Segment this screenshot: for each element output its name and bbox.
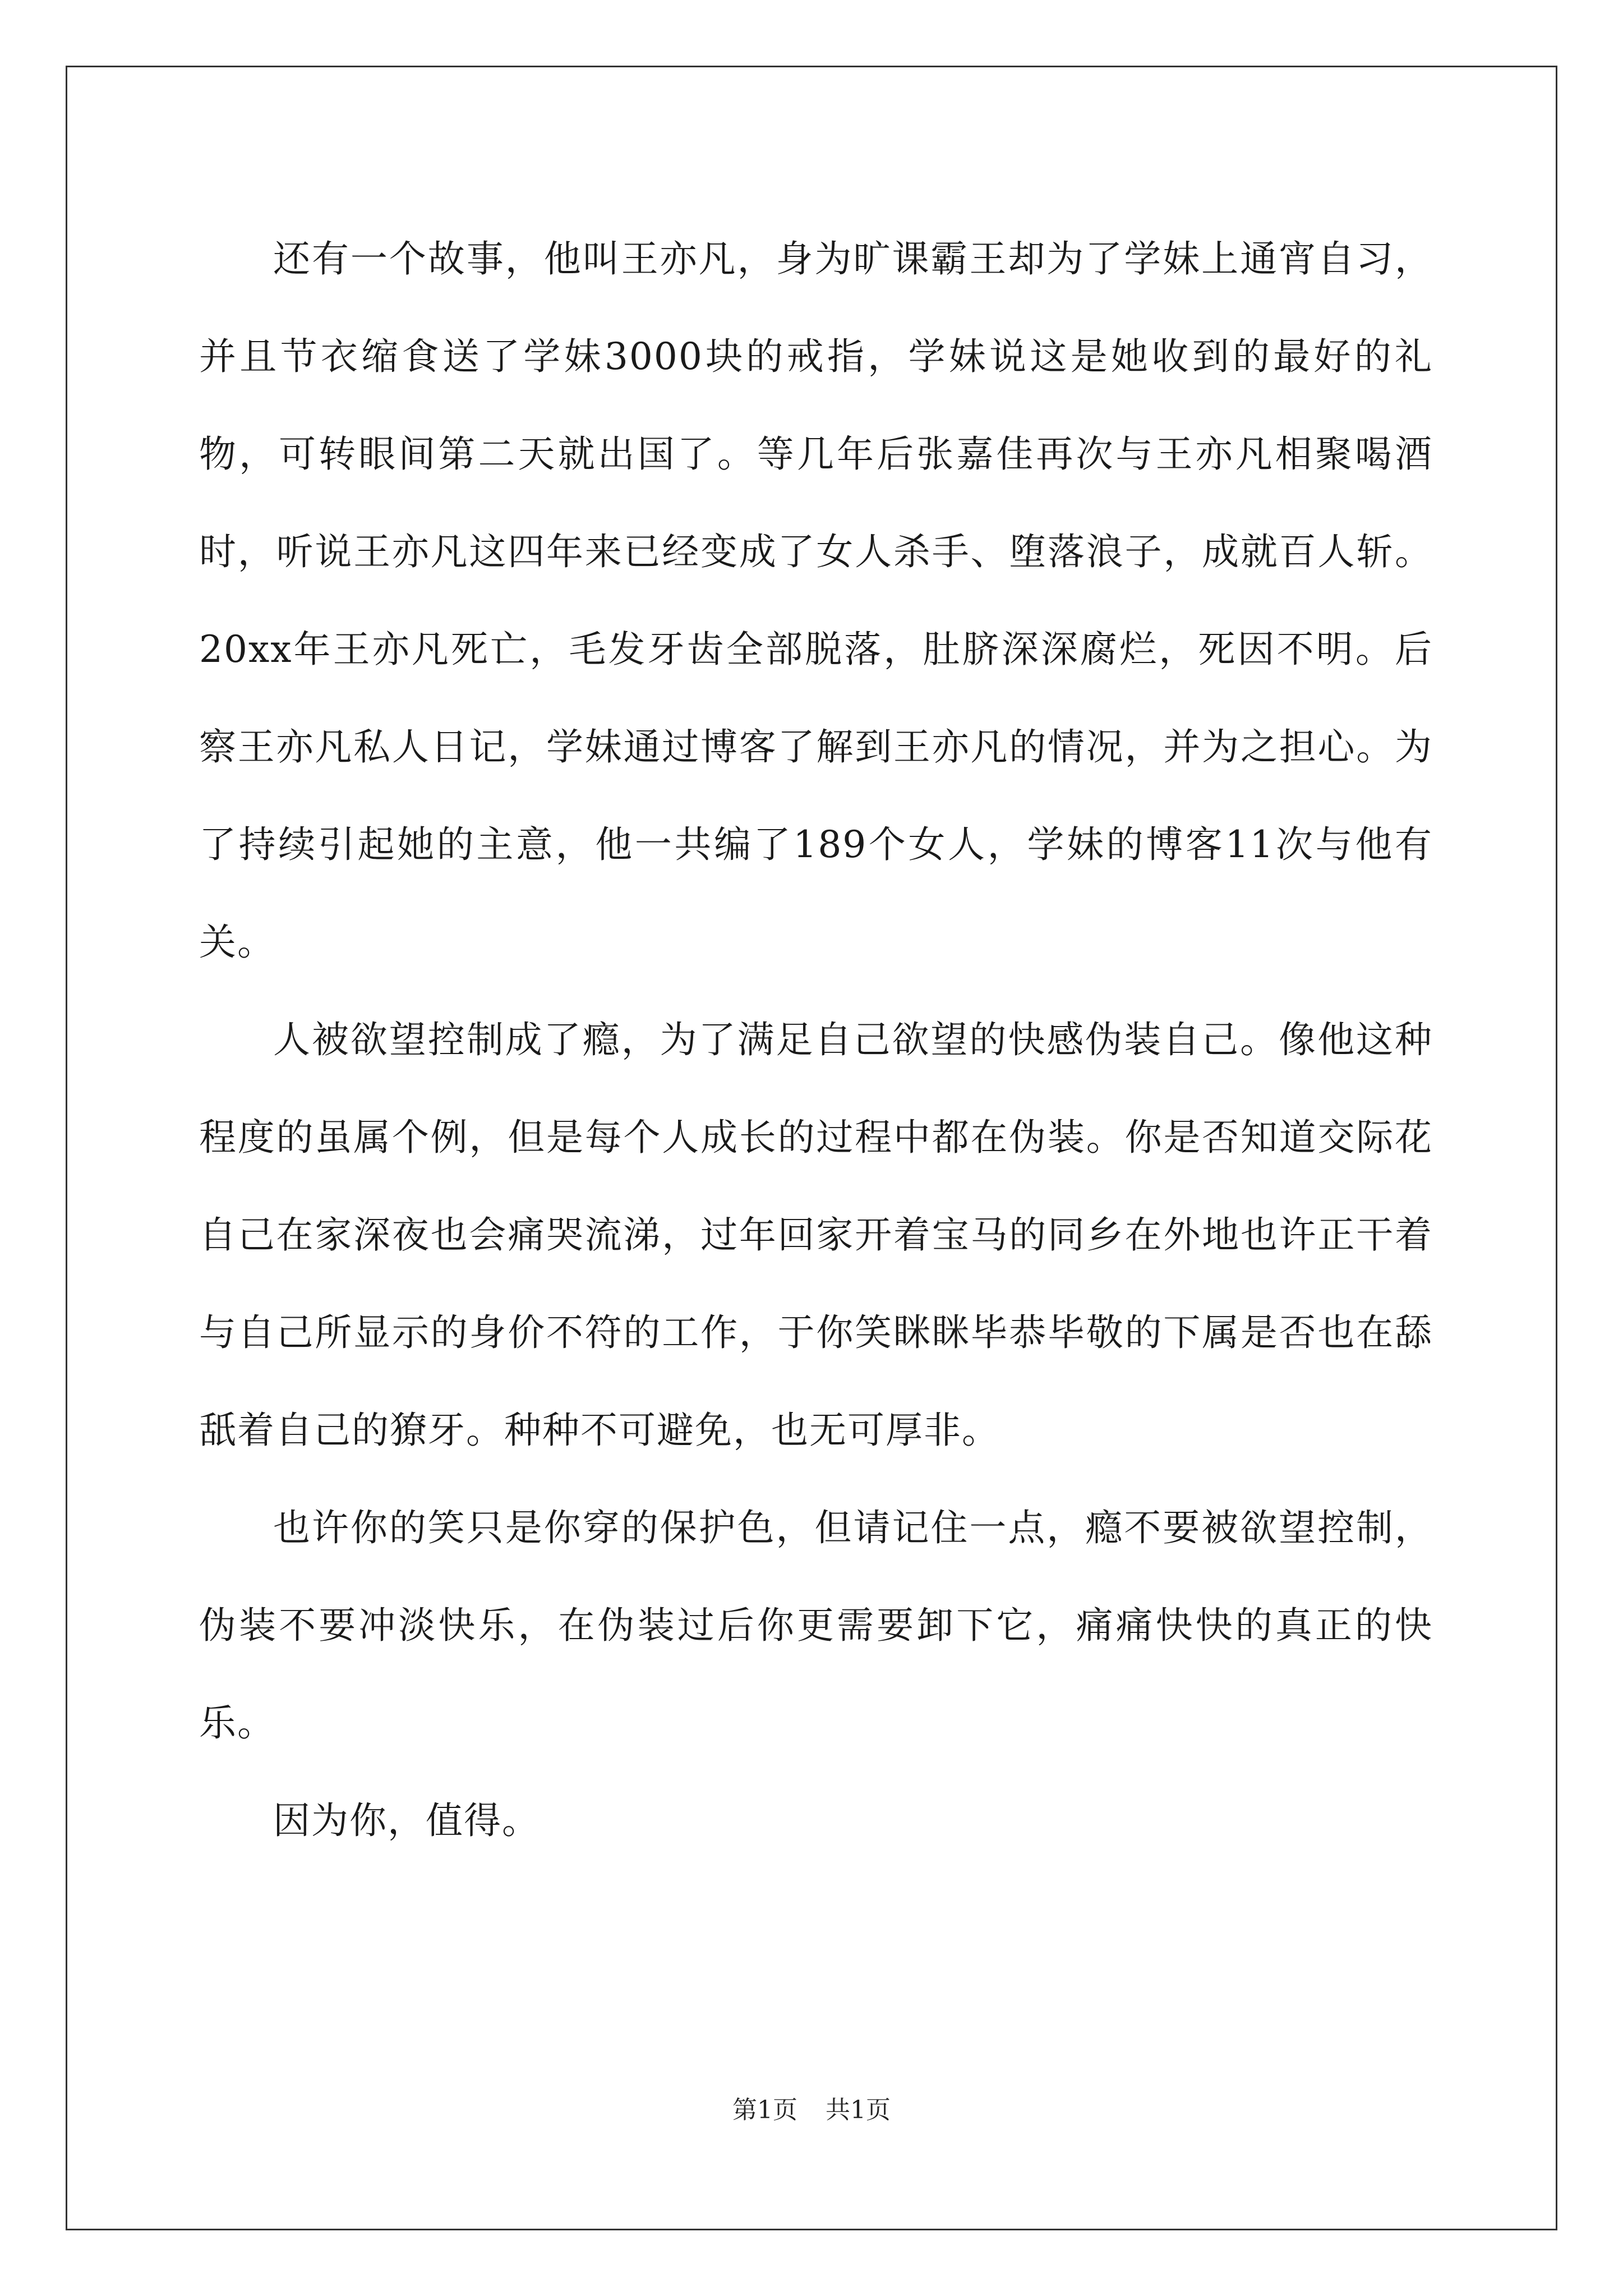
document-body	[199, 210, 1433, 1870]
paragraph-1: 还有一个故事，他叫王亦凡，身为旷课霸王却为了学妹上通宵自习，并且节衣缩食送了学妹3000块的戒指，学妹说这是她收到的最好的礼物，可转眼间第二天就出国了。等几年后张嘉佳再次与王亦凡相聚喝酒时，听说王亦凡这四年来已经变成了女人杀手、堕落浪子，成就百人斩。20xx年王亦凡死亡，毛发牙齿全部脱落，肚脐深深腐烂，死因不明。后察王亦凡私人日记，学妹通过博客了解到王亦凡的情况，并为之担心。为了持续引起她的主意，他一共编了189个女人，学妹的博客11次与他有关。	[199, 237, 1433, 964]
page-total: 共1页	[826, 2096, 891, 2124]
paragraph-4: 因为你，值得。	[273, 1799, 540, 1842]
page-footer	[0, 2093, 1623, 2127]
page-number: 第1页	[732, 2096, 797, 2124]
paragraph-3: 也许你的笑只是你穿的保护色，但请记住一点，瘾不要被欲望控制，伪装不要冲淡快乐，在伪装过后你更需要卸下它，痛痛快快的真正的快乐。	[199, 1506, 1433, 1745]
paragraph-2: 人被欲望控制成了瘾，为了满足自己欲望的快感伪装自己。像他这种程度的虽属个例，但是每个人成长的过程中都在伪装。你是否知道交际花自己在家深夜也会痛哭流涕，过年回家开着宝马的同乡在外地也许正干着与自己所显示的身价不符的工作，于你笑眯眯毕恭毕敬的下属是否也在舔舐着自己的獠牙。种种不可避免，也无可厚非。	[199, 1018, 1433, 1452]
